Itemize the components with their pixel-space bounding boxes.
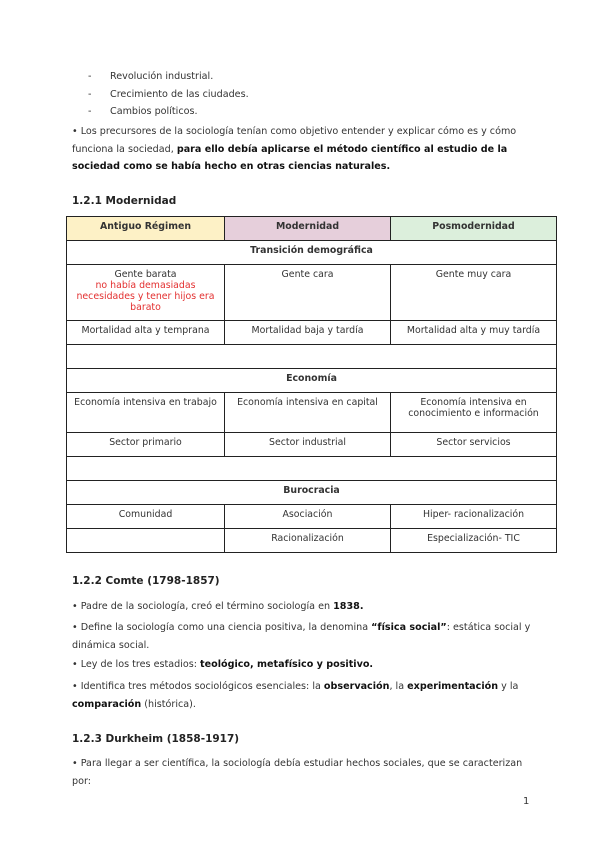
list-item: - Cambios políticos. <box>88 106 198 117</box>
table-cell: Mortalidad alta y muy tardía <box>391 321 557 345</box>
table-cell: Mortalidad alta y temprana <box>67 321 225 345</box>
intro-paragraph: • Los precursores de la sociología tenían como objetivo entender y explicar cómo es y cómo funciona la sociedad, para ello debía aplicarse el método científico al estudio de la sociedad como se había hecho en otras ciencias naturales. <box>72 126 517 172</box>
comparison-table <box>66 216 557 553</box>
table-header-row <box>67 217 557 241</box>
table-row <box>67 321 557 345</box>
table-section-row <box>67 369 557 393</box>
table-cell: Economía intensiva en trabajo <box>67 393 225 433</box>
table-cell: Sector industrial <box>225 433 391 457</box>
table-cell: Racionalización <box>225 529 391 553</box>
comte-paragraph-4: • Identifica tres métodos sociológicos esenciales: la observación, la experimentación y la comparación (histórica). <box>72 681 519 710</box>
table-section-row <box>67 241 557 265</box>
table-row <box>67 529 557 553</box>
table-cell: Gente cara <box>225 265 391 321</box>
section-burocracia: Burocracia <box>67 481 557 505</box>
header-antiguo-regimen: Antiguo Régimen <box>67 217 225 241</box>
intro-list <box>88 71 249 124</box>
table-cell: Asociación <box>225 505 391 529</box>
section-heading-durkheim: 1.2.3 Durkheim (1858-1917) <box>72 733 240 745</box>
section-transicion-demografica: Transición demográfica <box>67 241 557 265</box>
list-item: - Crecimiento de las ciudades. <box>88 88 249 100</box>
section-economia: Economía <box>67 369 557 393</box>
table-cell: Sector servicios <box>391 433 557 457</box>
durkheim-paragraph-1: • Para llegar a ser científica, la sociología debía estudiar hechos sociales, que se caracterizan por: <box>72 758 523 787</box>
table-cell: Gente muy cara <box>391 265 557 321</box>
table-cell: Especialización- TIC <box>391 529 557 553</box>
table-cell: Economía intensiva en capital <box>225 393 391 433</box>
table-cell: Sector primario <box>67 433 225 457</box>
table-section-row <box>67 481 557 505</box>
list-item: - Revolución industrial. <box>88 71 214 82</box>
table-row <box>67 265 557 321</box>
page-number: 1 <box>523 796 530 807</box>
table-cell: Mortalidad baja y tardía <box>225 321 391 345</box>
table-row <box>67 505 557 529</box>
table-cell <box>67 529 225 553</box>
table-empty-row <box>67 345 557 369</box>
table-cell: Comunidad <box>67 505 225 529</box>
section-heading-modernidad: 1.2.1 Modernidad <box>72 195 177 207</box>
comte-paragraph-3: • Ley de los tres estadios: teológico, metafísico y positivo. <box>72 659 374 670</box>
section-heading-comte: 1.2.2 Comte (1798-1857) <box>72 575 220 587</box>
header-posmodernidad: Posmodernidad <box>391 217 557 241</box>
table-row <box>67 433 557 457</box>
table-cell: Hiper- racionalización <box>391 505 557 529</box>
table-row <box>67 393 557 433</box>
table-cell: Gente barata no había demasiadas necesidades y tener hijos era barato <box>67 265 225 321</box>
red-note: no había demasiadas necesidades y tener hijos era barato <box>76 280 215 313</box>
header-modernidad: Modernidad <box>225 217 391 241</box>
table-empty-row <box>67 457 557 481</box>
comte-paragraph-2: • Define la sociología como una ciencia positiva, la denomina “física social”: estática social y dinámica social. <box>72 622 531 651</box>
comte-paragraph-1: • Padre de la sociología, creó el término sociología en 1838. <box>72 601 364 612</box>
table-cell: Economía intensiva en conocimiento e información <box>391 393 557 433</box>
